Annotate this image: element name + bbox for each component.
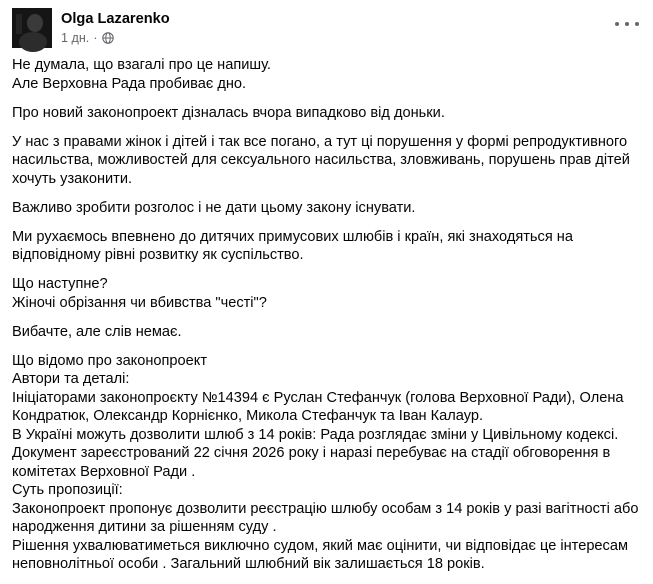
post-meta <box>61 31 114 45</box>
post-header <box>12 8 641 48</box>
more-dot-icon <box>615 22 619 26</box>
avatar[interactable] <box>12 8 52 48</box>
more-dot-icon <box>635 22 639 26</box>
meta-separator: · <box>93 31 98 45</box>
more-options-button[interactable] <box>615 16 639 32</box>
author-name[interactable]: Olga Lazarenko <box>61 11 170 27</box>
post-paragraph: Ми рухаємось впевнено до дитячих примусових шлюбів і країн, які знаходяться на відповідному рівні розвитку як суспільство. <box>12 228 573 263</box>
post-paragraph: Що наступне? Жіночі обрізання чи вбивства "честі"? <box>12 276 267 311</box>
post-paragraph: Про новий законопроект дізналась вчора випадково від доньки. <box>12 104 445 121</box>
post-body <box>12 56 640 584</box>
post-paragraph: Важливо зробити розголос і не дати цьому закону існувати. <box>12 199 416 216</box>
post-paragraph: Вибачте, але слів немає. <box>12 323 182 340</box>
post-paragraph: Що відомо про законопроект Автори та деталі: Ініціаторами законопроєкту №14394 є Руслан Стефанчук (голова Верховної Ради), Олена Кондратюк, Олександр Корнієнко, Микола Стефанчук та Іван Калаур. В Україні можуть дозволити шлюб з 14 років: Рада розглядає зміни у Цивільному кодексі. Документ зареєстрований 22 січня 2026 року і наразі перебуває на стадії обговорення в комітетах Верховної Ради . Суть пропозиції: Законопроект пропонує дозволити реєстрацію шлюбу особам з 14 років у разі вагітності або народження дитини за рішенням суду . Рішення ухвалюватиметься виключно судом, який має оцінити, чи відповідає це інтересам неповнолітньої особи . Загальний шлюбний вік залишається 18 років. <box>12 352 639 572</box>
post-paragraph: Не думала, що взагалі про це напишу. Але Верховна Рада пробиває дно. <box>12 57 271 92</box>
avatar-photo-icon <box>12 8 52 48</box>
post-paragraph: У нас з правами жінок і дітей і так все погано, а тут ці порушення у формі репродуктивного насильства, можливостей для сексуального насильства, зловживань, порушень прав дітей хочуть узаконити. <box>12 133 630 187</box>
globe-icon[interactable] <box>102 32 114 44</box>
more-dot-icon <box>625 22 629 26</box>
post-time[interactable]: 1 дн. <box>61 31 90 45</box>
